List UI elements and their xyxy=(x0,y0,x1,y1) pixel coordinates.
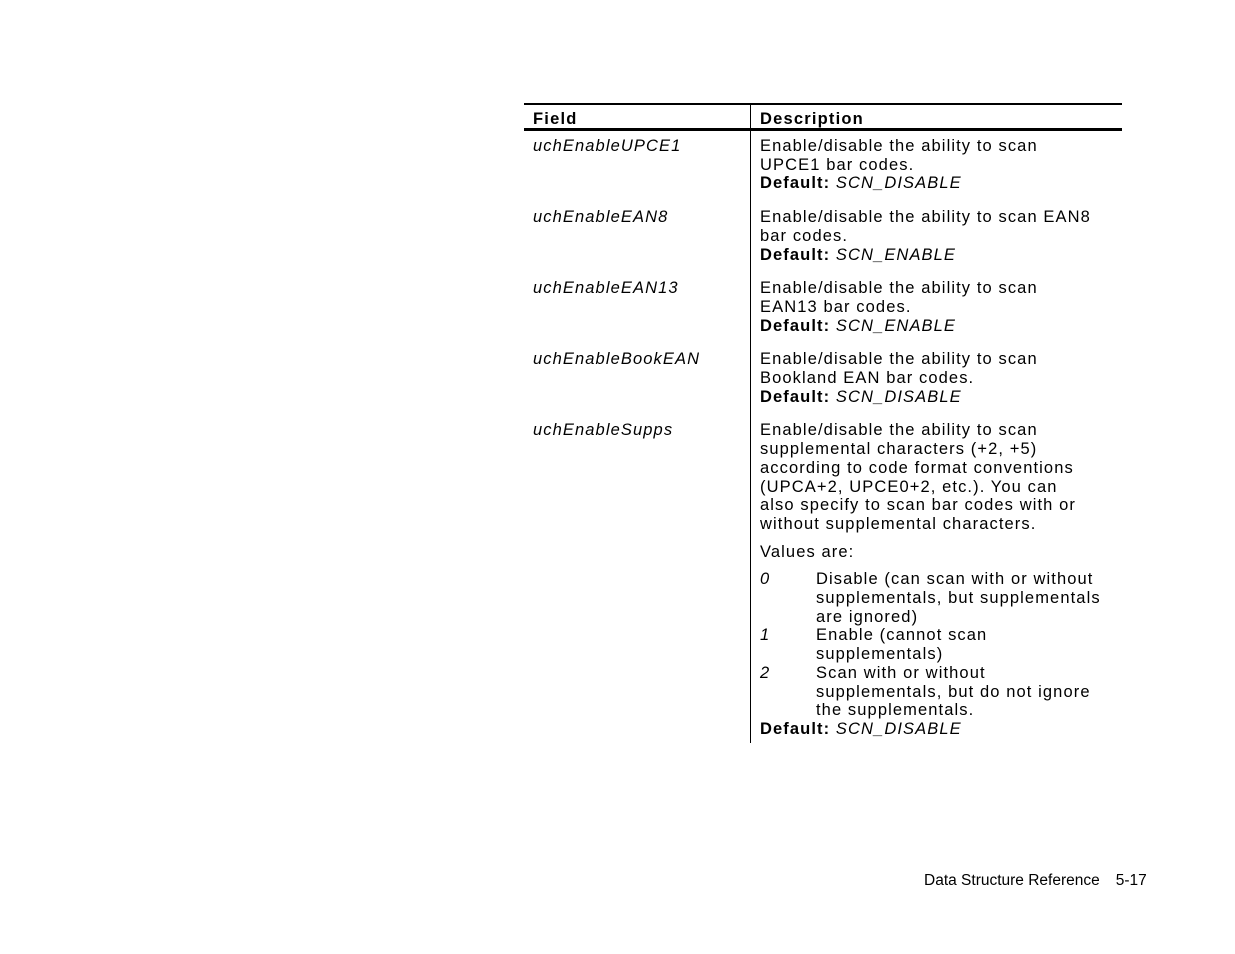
description-line: bar codes. xyxy=(760,226,849,245)
value-item xyxy=(760,626,1118,663)
field-description xyxy=(750,344,1122,415)
field-name: uchEnableEAN13 xyxy=(533,279,679,298)
description-line: according to code format conventions xyxy=(760,458,1074,477)
value-description xyxy=(816,570,1118,626)
value-description-line: Enable (cannot scan xyxy=(816,626,988,645)
description-line: EAN13 bar codes. xyxy=(760,297,912,316)
table-row xyxy=(524,273,1122,344)
field-name: uchEnableSupps xyxy=(533,421,674,440)
default-line xyxy=(760,246,1118,265)
page-number: 5-17 xyxy=(1115,872,1147,889)
default-value: SCN_DISABLE xyxy=(835,174,962,193)
default-value: SCN_DISABLE xyxy=(835,387,962,406)
field-description xyxy=(750,131,1122,202)
default-label: Default: xyxy=(760,387,831,406)
description-line: also specify to scan bar codes with or xyxy=(760,496,1077,515)
description-line: Bookland EAN bar codes. xyxy=(760,369,975,388)
default-line xyxy=(760,720,1118,739)
field-description xyxy=(750,202,1122,273)
default-label: Default: xyxy=(760,719,831,738)
value-description-line: the supplementals. xyxy=(816,701,975,720)
description-line: UPCE1 bar codes. xyxy=(760,155,915,174)
value-description-line: supplementals, but supplementals xyxy=(816,589,1101,608)
value-code: 2 xyxy=(760,663,771,682)
value-description-line: supplementals) xyxy=(816,645,944,664)
default-value: SCN_DISABLE xyxy=(835,719,962,738)
default-label: Default: xyxy=(760,174,831,193)
header-description: Description xyxy=(750,105,1122,128)
table-row xyxy=(524,202,1122,273)
description-line: Enable/disable the ability to scan xyxy=(760,350,1038,369)
values-intro: Values are: xyxy=(760,542,855,561)
value-item xyxy=(760,664,1118,720)
table-row xyxy=(524,415,1122,742)
description-line: without supplemental characters. xyxy=(760,514,1037,533)
field-description-table xyxy=(524,103,1122,743)
page-footer xyxy=(924,872,1147,890)
default-value: SCN_ENABLE xyxy=(835,245,957,264)
header-field: Field xyxy=(533,110,578,128)
description-line: Enable/disable the ability to scan xyxy=(760,279,1038,298)
description-line: supplemental characters (+2, +5) xyxy=(760,440,1038,459)
description-line: Enable/disable the ability to scan xyxy=(760,137,1038,155)
default-label: Default: xyxy=(760,316,831,335)
value-code: 0 xyxy=(760,570,771,589)
field-name: uchEnableUPCE1 xyxy=(533,137,682,155)
default-line xyxy=(760,317,1118,336)
value-description-line: Scan with or without xyxy=(816,663,986,682)
value-description-line: Disable (can scan with or without xyxy=(816,570,1094,589)
default-line xyxy=(760,174,1118,193)
description-line: Enable/disable the ability to scan xyxy=(760,421,1038,440)
value-description xyxy=(816,664,1118,720)
value-code: 1 xyxy=(760,626,771,645)
field-description xyxy=(750,415,1122,742)
value-description-line: are ignored) xyxy=(816,607,919,626)
default-label: Default: xyxy=(760,245,831,264)
table-header xyxy=(524,103,1122,131)
default-line xyxy=(760,388,1118,407)
description-line: (UPCA+2, UPCE0+2, etc.). You can xyxy=(760,477,1058,496)
field-name: uchEnableEAN8 xyxy=(533,208,669,227)
default-value: SCN_ENABLE xyxy=(835,316,957,335)
field-name: uchEnableBookEAN xyxy=(533,350,701,369)
table-row xyxy=(524,131,1122,202)
table-row xyxy=(524,344,1122,415)
description-line: Enable/disable the ability to scan EAN8 xyxy=(760,208,1091,227)
table-body xyxy=(524,131,1122,743)
field-description xyxy=(750,273,1122,344)
value-item xyxy=(760,570,1118,626)
value-description-line: supplementals, but do not ignore xyxy=(816,682,1091,701)
value-description xyxy=(816,626,1118,663)
footer-section-title: Data Structure Reference xyxy=(924,872,1100,889)
